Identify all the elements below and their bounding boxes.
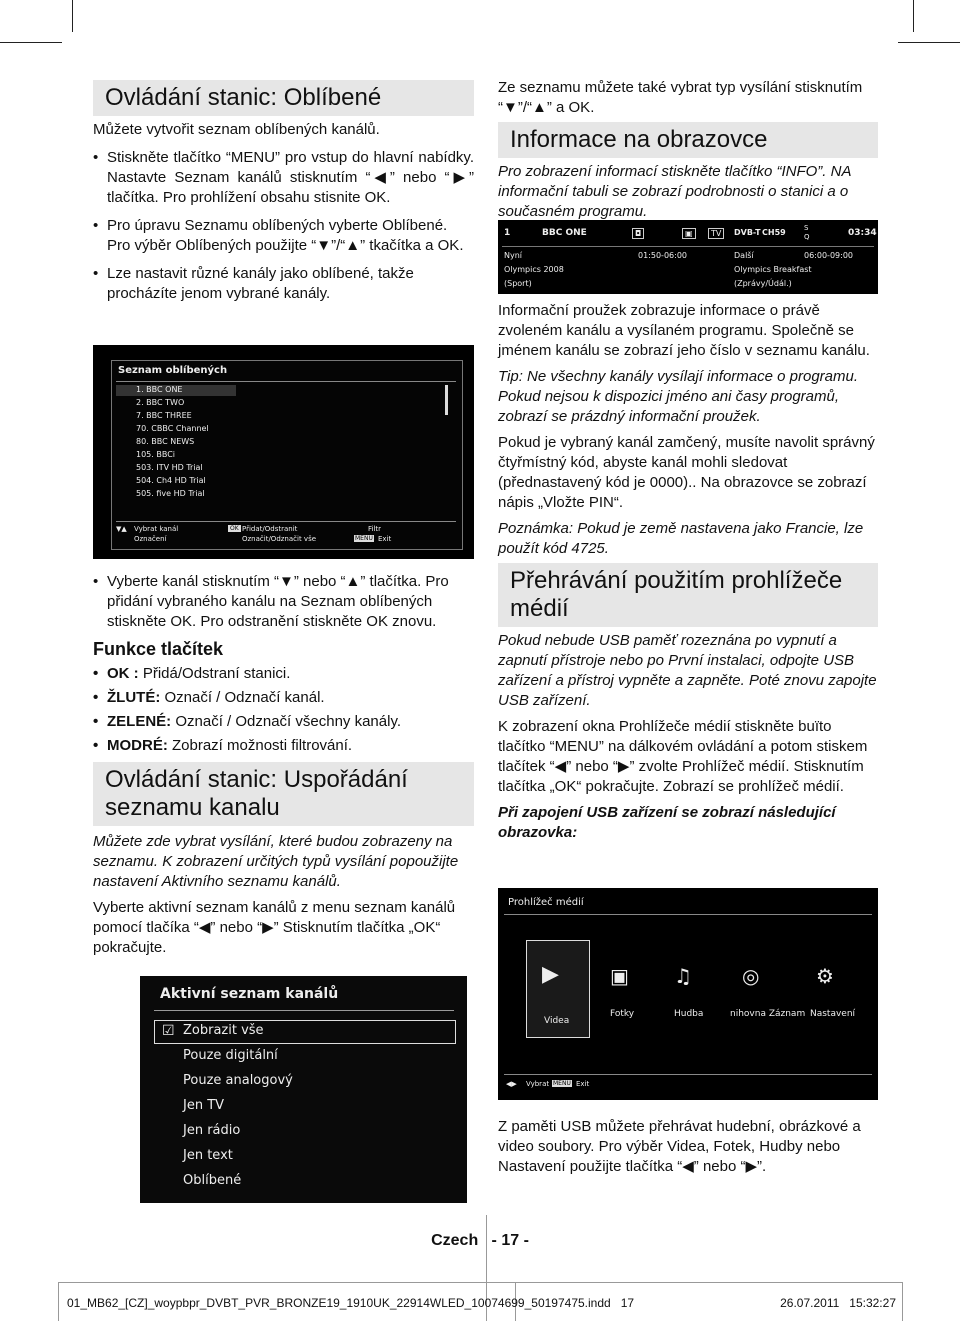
- media-item-photos[interactable]: Fotky: [610, 1009, 635, 1019]
- channel-list-intro: Můžete zde vybrat vysílání, které budou zobrazeny na seznamu. K zobrazení určitých typů vysílání popoužijte nastavení Aktivního seznamu kanálů.: [93, 833, 459, 890]
- intro-text: Můžete vytvořit seznam oblíbených kanálů.: [93, 121, 380, 138]
- footer-hint: Označit/Odznačit vše: [242, 535, 317, 543]
- scrollbar[interactable]: [445, 385, 448, 415]
- now-programme: Olympics 2008: [504, 265, 564, 274]
- next-genre: (Zprávy/Údál.): [734, 279, 792, 288]
- left-column: [93, 80, 474, 304]
- crop-mark: [913, 0, 914, 32]
- note-text: Poznámka: Pokud je země nastavena jako Francie, lze použít kód 4725.: [498, 520, 864, 557]
- now-time: 01:50-06:00: [638, 251, 687, 260]
- slug-file: [58, 1282, 635, 1321]
- list-item[interactable]: Zobrazit vše: [183, 1023, 264, 1038]
- settings-icon: ⚙: [816, 964, 834, 988]
- tip-text: Tip: Ne všechny kanály vysílají informace o programu. Pokud nejsou k dispozici jméno ani časy programů, zobrazí se prázdný informační proužek.: [498, 368, 859, 425]
- video-icon: ▶: [542, 962, 559, 987]
- menu-key-icon: MENU: [553, 1080, 571, 1087]
- key-label: OK :: [107, 665, 139, 682]
- music-icon: ♫: [674, 964, 692, 988]
- page-number: Czech - 17 -: [431, 1232, 529, 1249]
- active-list-title: Aktivní seznam kanálů: [160, 986, 339, 1002]
- now-label: Nyní: [504, 251, 523, 260]
- info-bar-screen: [498, 220, 878, 294]
- function-blue: [93, 736, 474, 756]
- heading-channel-list: Ovládání stanic: Uspořádání seznamu kanalu: [93, 762, 474, 826]
- type-select-text: Ze seznamu můžete také vybrat typ vysílání stisknutím “▼”/“▲” a OK.: [498, 79, 863, 116]
- channel-number: 1: [504, 228, 511, 238]
- key-label: MODRÉ:: [107, 737, 168, 754]
- divider: [502, 246, 874, 247]
- usb-text: Pokud nebude USB paměť rozeznána po vypnutí a zapnutí přístroje nebo po První instalaci, odpojte USB zařízení a přístroj vypněte a zapněte. Poté znovu zapojte USB zařízení.: [498, 632, 877, 709]
- divider: [154, 1010, 454, 1011]
- channel-item[interactable]: 503. ITV HD Trial: [136, 463, 203, 472]
- slug-timestamp: 26.07.2011 15:32:27: [780, 1296, 896, 1310]
- divider: [116, 521, 456, 522]
- channel-item[interactable]: 105. BBCi: [136, 450, 175, 459]
- txt-icon: TV: [708, 228, 724, 239]
- next-label: Další: [734, 251, 754, 260]
- active-list-screen: [140, 976, 467, 1203]
- right-column: [498, 78, 878, 222]
- function-ok: [93, 664, 474, 684]
- recordings-icon: ◎: [742, 964, 760, 988]
- hint-select: Vybrat: [526, 1080, 550, 1088]
- media-item-videos[interactable]: Videa: [544, 1016, 570, 1026]
- channel-list-select: Vyberte aktivní seznam kanálů z menu seznam kanálů pomocí tlačíka “◀” nebo “▶” Stisknutím tlačítka „OK“ pokračujte.: [93, 899, 456, 956]
- slug-date: [514, 1282, 903, 1321]
- left-column-continued: [93, 572, 474, 958]
- ok-key-icon: OK: [230, 525, 239, 532]
- clock: 03:34: [848, 228, 877, 238]
- list-item[interactable]: Pouze digitální: [183, 1048, 278, 1063]
- media-item-music[interactable]: Hudba: [674, 1009, 704, 1019]
- channel-item[interactable]: 2. BBC TWO: [136, 398, 185, 407]
- crop-mark: [0, 42, 62, 43]
- media-browser-title: Prohlížeč médií: [508, 897, 584, 908]
- slug-filename: 01_MB62_[CZ]_woypbpr_DVBT_PVR_BRONZE19_1910UK_22914WLED_10074699_50197475.indd 17: [67, 1296, 635, 1310]
- channel-name: BBC ONE: [542, 228, 587, 238]
- divider: [116, 381, 456, 382]
- rf-channel: CH59: [762, 228, 786, 237]
- now-genre: (Sport): [504, 279, 532, 288]
- heading-button-functions: Funkce tlačítek: [93, 639, 224, 659]
- bullet-select-channel: • Vyberte kanál stisknutím “▼” nebo “▲” tlačítka. Pro přidání vybraného kanálu na Seznam oblíbených stiskněte OK. Pro odstranění stiskněte OK znovu.: [93, 572, 474, 632]
- footer-hint: Filtr: [368, 525, 382, 533]
- bullet-menu: • Stiskněte tlačítko “MENU” pro vstup do hlavní nabídky. Nastavte Seznam kanálů stisknutím “◀” nebo “▶” tlačítka. Pro prohlížení obsahu stisnite OK.: [93, 148, 474, 208]
- channel-item[interactable]: 505. five HD Trial: [136, 489, 205, 498]
- info-text: Pro zobrazení informací stiskněte tlačítko “INFO”. NA informační tabuli se zobrazí podrobnosti o stanici a o současném programu.: [498, 163, 851, 220]
- key-desc: Zobrazí možnosti filtrování.: [167, 737, 353, 754]
- footer-hint: Přidat/Odstranit: [242, 525, 298, 533]
- favourites-panel: [111, 360, 463, 550]
- files-text: Z paměti USB můžete přehrávat hudební, obrázkové a video soubory. Pro výběr Videa, Fotek, Hudby nebo Nastavení použijte tlačítka “◀” nebo “▶”.: [498, 1118, 861, 1175]
- crop-mark: [898, 42, 960, 43]
- list-item[interactable]: Jen rádio: [183, 1123, 241, 1138]
- list-item[interactable]: Jen text: [183, 1148, 233, 1163]
- connect-usb-text: Při zapojení USB zařízení se zobrazí následující obrazovka:: [498, 804, 836, 841]
- subtitle-icon: ▣: [682, 228, 696, 239]
- left-right-icon: ◀▶: [506, 1080, 517, 1088]
- right-column-continued: [498, 301, 878, 843]
- key-label: ZELENÉ:: [107, 713, 172, 730]
- heading-media-browser: Přehrávání použitím prohlížeče médií: [498, 563, 878, 627]
- key-desc: Označí / Odznačí kanál.: [160, 689, 325, 706]
- right-column-bottom: [498, 1117, 878, 1177]
- quality-label: Q: [804, 233, 810, 241]
- key-label: ŽLUTÉ:: [107, 689, 161, 706]
- next-programme: Olympics Breakfast: [734, 265, 812, 274]
- list-item[interactable]: Pouze analogový: [183, 1073, 293, 1088]
- channel-item[interactable]: 7. BBC THREE: [136, 411, 192, 420]
- function-yellow: [93, 688, 474, 708]
- lock-text: Pokud je vybraný kanál zamčený, musíte navolit správný čtyřmístný kód, abyste kanál mohli sledovat (přednastavený kód je 0000).. Na obrazovce se zobrazí nápis „Vložte PIN“.: [498, 434, 875, 511]
- list-item[interactable]: Oblíbené: [183, 1173, 242, 1188]
- up-down-icon: ▼▲: [116, 525, 127, 533]
- media-item-settings[interactable]: Nastavení: [810, 1009, 856, 1019]
- menu-key-icon: MENU: [355, 535, 373, 542]
- check-icon: ☑: [162, 1023, 175, 1039]
- divider: [504, 1074, 872, 1075]
- media-browser-screen: [498, 888, 878, 1100]
- footer-hint: Označení: [134, 535, 167, 543]
- info-strip-text: Informační proužek zobrazuje informace o právě zvoleném kanálu a vysílaném programu. Společně se jménem kanálu se zobrazí jeho číslo v seznamu kanálu.: [498, 302, 870, 359]
- heading-info: Informace na obrazovce: [498, 122, 878, 158]
- favourites-screen: [93, 345, 474, 559]
- footer-hint: Exit: [378, 535, 392, 543]
- function-green: [93, 712, 474, 732]
- favourites-title: Seznam oblíbených: [118, 365, 228, 376]
- next-time: 06:00-09:00: [804, 251, 853, 260]
- key-desc: Označí / Odznačí všechny kanály.: [171, 713, 401, 730]
- hint-exit: Exit: [576, 1080, 590, 1088]
- signal-label: S: [804, 224, 809, 232]
- channel-item[interactable]: 80. BBC NEWS: [136, 437, 195, 446]
- audio-icon: ◘: [632, 228, 644, 239]
- channel-item[interactable]: 70. CBBC Channel: [136, 424, 209, 433]
- footer-hint: Vybrat kanál: [134, 525, 179, 533]
- photo-icon: ▣: [610, 964, 629, 988]
- divider: [504, 914, 872, 915]
- heading-favourites: Ovládání stanic: Oblíbené: [93, 80, 474, 116]
- media-item-recordings[interactable]: nihovna Záznam: [730, 1009, 806, 1019]
- channel-item[interactable]: 504. Ch4 HD Trial: [136, 476, 206, 485]
- crop-mark: [72, 0, 73, 32]
- bullet-edit: • Pro úpravu Seznamu oblíbených vyberte Oblíbené. Pro výběr Oblíbených použijte “▼”/“▲” tkačítka a OK.: [93, 216, 474, 256]
- list-item[interactable]: Jen TV: [183, 1098, 225, 1113]
- bullet-various: • Lze nastavit různé kanály jako oblíbené, takže procházíte jenom vybrané kanály.: [93, 264, 474, 304]
- open-browser-text: K zobrazení okna Prohlížeče médií stiskněte buïto tlačítko “MENU” na dálkovém ovládání a potom stiskem tlačítek “◀” nebo “▶” zvolte Prohlížeč médií. Stisknutím tlačítka „OK“ pokračujte. Zobrazí se prohlížeč médií.: [498, 718, 868, 795]
- channel-item[interactable]: 1. BBC ONE: [136, 385, 183, 394]
- key-desc: Přidá/Odstraní stanici.: [138, 665, 291, 682]
- dvb-type: DVB-T: [734, 228, 761, 237]
